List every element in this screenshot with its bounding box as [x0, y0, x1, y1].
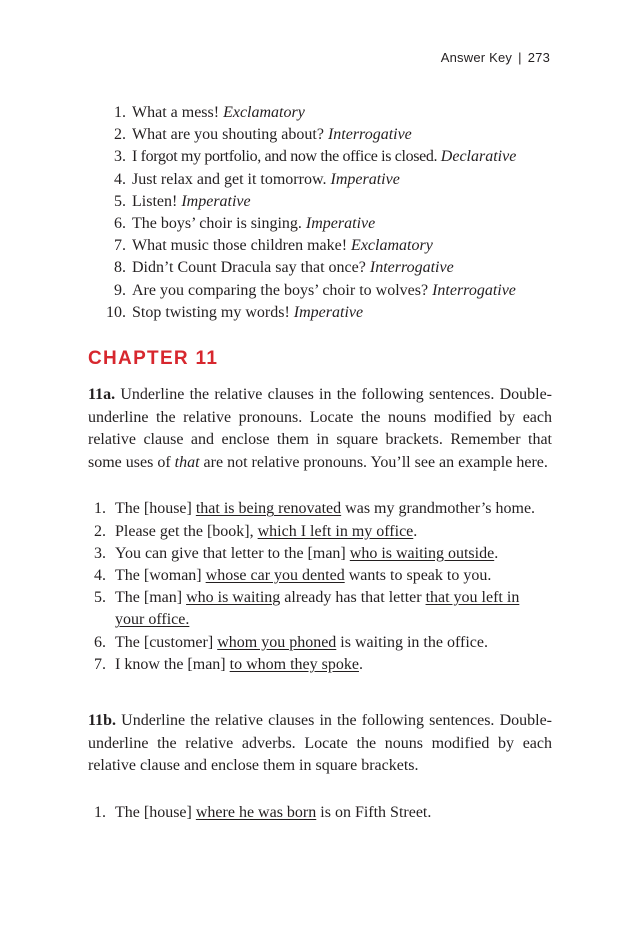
item-number: 3.	[114, 148, 126, 166]
list-item	[88, 632, 552, 654]
list-item	[88, 280, 552, 302]
sentence-text: is waiting in the office.	[336, 633, 488, 651]
sentence-type-label: Exclamatory	[223, 104, 305, 121]
page-number: 273	[527, 50, 550, 65]
item-number: 4.	[94, 567, 106, 585]
sentence-text: already has that letter	[280, 589, 426, 607]
list-item	[88, 102, 552, 124]
relative-clause: whom you phoned	[217, 633, 337, 651]
item-number: 3.	[94, 544, 106, 562]
relative-clause: which I left in my office	[257, 522, 414, 540]
list-item	[88, 521, 552, 543]
relative-clause: whose car you dented	[205, 567, 345, 585]
list-item	[88, 543, 552, 565]
item-number: 1.	[114, 104, 126, 121]
sentence-text: You can give that letter to the [man]	[115, 544, 350, 562]
instruction-text: Underline the relative clauses in the following sentences. Double-underline the relative pronouns. Locate the nouns modified by each relative clause and enclose them in square brackets. Remember that some uses of	[88, 386, 552, 471]
item-number: 6.	[114, 215, 126, 233]
list-item	[88, 802, 552, 824]
exercise-11a-instructions	[88, 384, 552, 474]
page-content	[88, 102, 552, 824]
list-item	[88, 257, 552, 279]
sentence-text: .	[358, 655, 363, 673]
sentence-type-label: Interrogative	[369, 259, 454, 277]
list-item	[88, 565, 552, 587]
sentence-text: The [woman]	[115, 567, 206, 585]
sentence-text: Didn’t Count Dracula say that once?	[132, 259, 370, 277]
list-item	[88, 169, 552, 191]
sentence-type-label: Declarative	[440, 148, 517, 166]
relative-clause: who is waiting	[186, 589, 281, 607]
sentence-text: What a mess!	[132, 104, 224, 121]
sentence-text: .	[494, 544, 499, 562]
list-item	[88, 498, 552, 520]
relative-clause: where he was born	[195, 803, 317, 821]
sentence-text: What music those children make!	[132, 237, 352, 255]
sentence-text: is on Fifth Street.	[316, 803, 432, 821]
sentence-text: Stop twisting my words!	[132, 303, 294, 321]
sentence-text: I forgot my portfolio, and now the office is closed.	[132, 148, 441, 166]
item-number: 9.	[114, 281, 126, 299]
exercise-id: 11a.	[88, 386, 116, 404]
item-number: 7.	[94, 655, 106, 673]
sentence-text: Listen!	[132, 192, 182, 210]
sentence-text: What are you shouting about?	[132, 126, 328, 144]
sentence-text: The [customer]	[115, 633, 218, 651]
instruction-text: Underline the relative clauses in the following sentences. Double-underline the relative adverbs. Locate the nouns modified by each relative clause and enclose them in square brackets.	[88, 712, 552, 775]
item-number: 1.	[94, 803, 106, 821]
list-item	[88, 654, 552, 676]
list-item	[88, 235, 552, 257]
chapter-heading: CHAPTER 11	[88, 348, 219, 370]
list-item	[88, 587, 552, 631]
running-head-separator: |	[518, 50, 522, 65]
sentence-text: Are you comparing the boys’ choir to wolves?	[132, 281, 433, 299]
sentence-type-label: Imperative	[181, 192, 251, 210]
item-number: 1.	[94, 500, 106, 518]
item-number: 2.	[114, 126, 126, 144]
sentence-text: The [house]	[115, 803, 196, 821]
relative-clause: who is waiting outside	[349, 544, 495, 562]
sentence-text: The [house]	[115, 500, 196, 518]
relative-clause: that is being renovated	[195, 500, 342, 518]
sentence-text: .	[413, 522, 418, 540]
sentence-type-label: Imperative	[305, 215, 376, 233]
sentence-type-label: Imperative	[293, 303, 364, 321]
instruction-text: are not relative pronouns. You’ll see an example here.	[199, 453, 548, 471]
item-number: 5.	[94, 589, 106, 607]
item-number: 4.	[114, 170, 126, 188]
sentence-text: wants to speak to you.	[344, 567, 492, 585]
sentence-text: Just relax and get it tomorrow.	[132, 170, 331, 188]
instruction-emphasis: that	[174, 453, 200, 471]
list-item	[88, 124, 552, 146]
exercise-id: 11b.	[88, 712, 117, 730]
running-head	[441, 50, 550, 65]
sentence-text: I know the [man]	[115, 655, 230, 673]
exercise-11a-list	[88, 498, 552, 676]
list-item	[88, 191, 552, 213]
relative-clause: to whom they spoke	[229, 655, 359, 673]
item-number: 5.	[114, 192, 126, 210]
list-item	[88, 213, 552, 235]
sentence-type-label: Interrogative	[432, 281, 516, 299]
running-head-section: Answer Key	[440, 50, 513, 65]
list-item	[88, 302, 552, 324]
sentence-text: was my grandmother’s home.	[341, 500, 536, 518]
relative-clause: that you left in your office.	[115, 589, 520, 629]
exercise-11b-list	[88, 802, 552, 824]
item-number: 8.	[114, 259, 126, 277]
item-number: 10.	[106, 303, 126, 321]
sentence-text: Please get the [book],	[115, 522, 258, 540]
list-item	[88, 146, 552, 168]
sentence-type-label: Imperative	[330, 170, 400, 188]
sentence-text: The boys’ choir is singing.	[132, 215, 306, 233]
sentence-text: The [man]	[115, 589, 187, 607]
item-number: 6.	[94, 633, 106, 651]
item-number: 2.	[94, 522, 106, 540]
sentence-type-label: Exclamatory	[351, 237, 433, 255]
sentence-type-label: Interrogative	[327, 126, 412, 144]
answer-list	[88, 102, 552, 324]
item-number: 7.	[114, 237, 126, 255]
exercise-11b-instructions	[88, 710, 552, 778]
